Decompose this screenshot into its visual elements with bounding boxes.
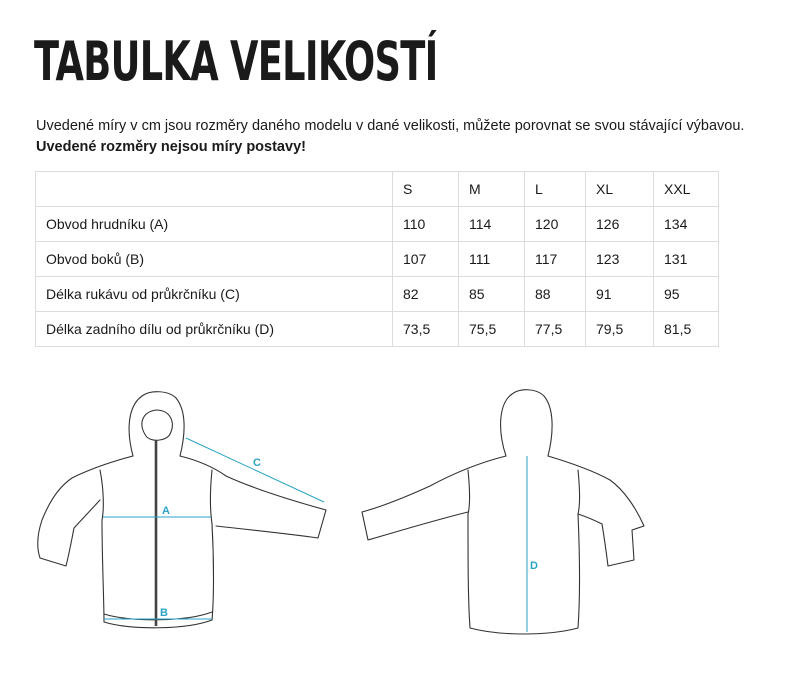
header-cell-l: L	[525, 172, 586, 207]
row-label: Délka zadního dílu od průkrčníku (D)	[36, 312, 393, 347]
table-cell: 79,5	[586, 312, 654, 347]
table-row	[36, 242, 719, 277]
row-label: Obvod boků (B)	[36, 242, 393, 277]
table-row	[36, 277, 719, 312]
label-b: B	[160, 607, 168, 619]
page-title: TABULKA VELIKOSTÍ	[34, 30, 438, 93]
table-cell: 126	[586, 207, 654, 242]
jacket-diagrams	[0, 380, 811, 680]
table-cell: 81,5	[654, 312, 719, 347]
header-cell-s: S	[393, 172, 459, 207]
header-cell-xxl: XXL	[654, 172, 719, 207]
size-table	[35, 171, 719, 347]
table-cell: 77,5	[525, 312, 586, 347]
table-cell: 123	[586, 242, 654, 277]
intro-text	[36, 116, 744, 158]
table-cell: 95	[654, 277, 719, 312]
table-cell: 91	[586, 277, 654, 312]
table-cell: 134	[654, 207, 719, 242]
table-cell: 73,5	[393, 312, 459, 347]
table-header-row	[36, 172, 719, 207]
header-cell	[36, 172, 393, 207]
table-cell: 111	[459, 242, 525, 277]
table-row	[36, 207, 719, 242]
table-row	[36, 312, 719, 347]
jacket-front-diagram	[38, 392, 326, 628]
intro-warning: Uvedené rozměry nejsou míry postavy!	[36, 139, 306, 155]
intro-description: Uvedené míry v cm jsou rozměry daného modelu v dané velikosti, můžete porovnat se svou stávající výbavou.	[36, 118, 745, 134]
header-cell-xl: XL	[586, 172, 654, 207]
label-d: D	[530, 560, 538, 572]
table-cell: 88	[525, 277, 586, 312]
table-cell: 120	[525, 207, 586, 242]
table-cell: 82	[393, 277, 459, 312]
table-cell: 75,5	[459, 312, 525, 347]
header-cell-m: M	[459, 172, 525, 207]
table-cell: 107	[393, 242, 459, 277]
table-cell: 117	[525, 242, 586, 277]
row-label: Délka rukávu od průkrčníku (C)	[36, 277, 393, 312]
measure-line-c	[186, 438, 324, 502]
row-label: Obvod hrudníku (A)	[36, 207, 393, 242]
table-cell: 110	[393, 207, 459, 242]
label-c: C	[253, 457, 261, 469]
table-cell: 114	[459, 207, 525, 242]
label-a: A	[162, 505, 170, 517]
table-cell: 85	[459, 277, 525, 312]
jacket-back-diagram	[362, 390, 644, 634]
table-cell: 131	[654, 242, 719, 277]
